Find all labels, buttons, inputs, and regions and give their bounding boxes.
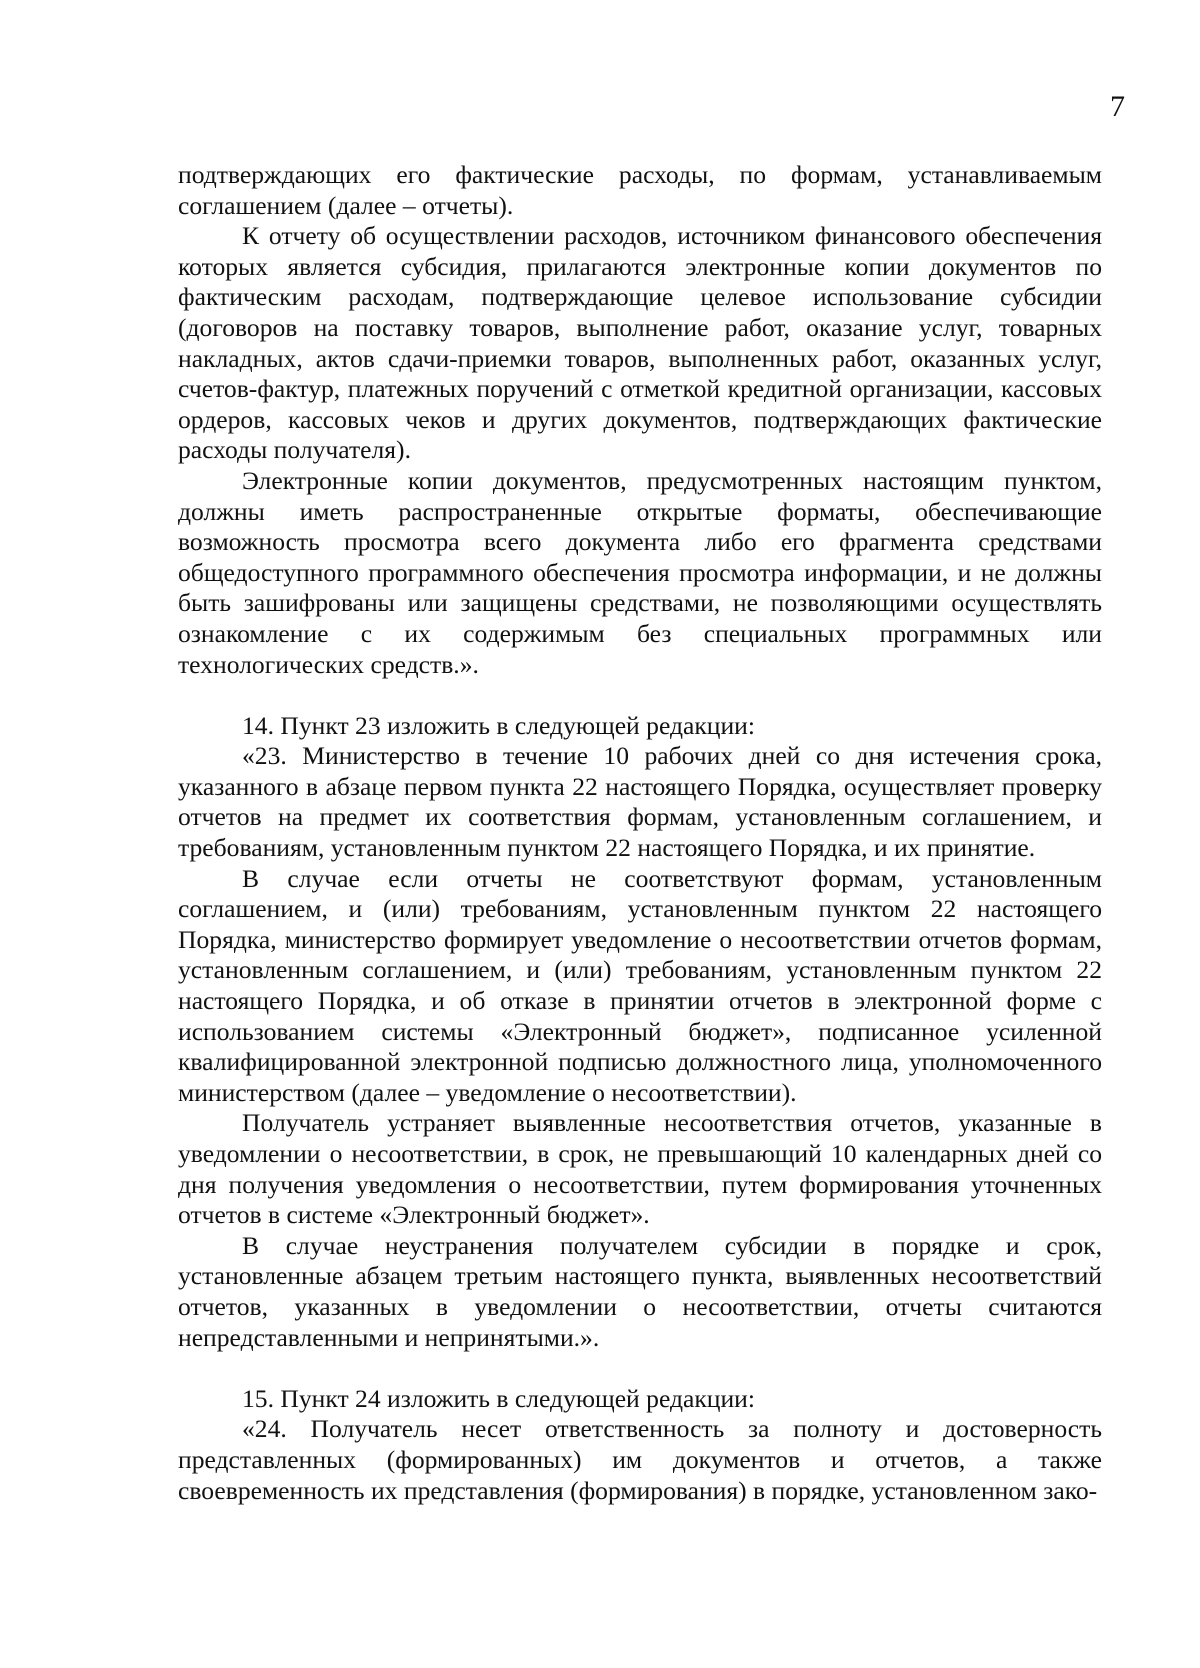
paragraph: Электронные копии документов, предусмотренных настоящим пунктом, должны иметь распространенные открытые форматы, обеспечивающие возможность просмотра всего документа либо его фрагмента средствами общедоступного программного обеспечения просмотра информации, и не должны быть зашифрованы или защищены средствами, не позволяющими осуществлять ознакомление с их содержимым без специальных программных или технологических средств.». <box>178 465 1102 679</box>
paragraph: В случае неустранения получателем субсидии в порядке и срок, установленные абзацем третьим настоящего пункта, выявленных несоответствий отчетов, указанных в уведомлении о несоответствии, отчеты считаются непредставленными и непринятыми.». <box>178 1230 1102 1352</box>
paragraph-spacer <box>178 1353 1102 1384</box>
paragraph: «24. Получатель несет ответственность за полноту и достоверность представленных (формированных) им документов и отчетов, а также своевременность их представления (формирования) в порядке, установленном зако- <box>178 1414 1102 1505</box>
paragraph: К отчету об осуществлении расходов, источником финансового обеспечения которых является субсидия, прилагаются электронные копии документов по фактическим расходам, подтверждающие целевое использование субсидии (договоров на поставку товаров, выполнение работ, оказание услуг, товарных накладных, актов сдачи-приемки товаров, выполненных работ, оказанных услуг, счетов-фактур, платежных поручений с отметкой кредитной организации, кассовых ордеров, кассовых чеков и других документов, подтверждающих фактические расходы получателя). <box>178 221 1102 465</box>
paragraph-continuation: подтверждающих его фактические расходы, по формам, устанавливаемым соглашением (далее – отчеты). <box>178 160 1102 220</box>
section-heading-15: 15. Пункт 24 изложить в следующей редакции: <box>242 1383 755 1413</box>
paragraph: «23. Министерство в течение 10 рабочих дней со дня истечения срока, указанного в абзаце первом пункта 22 настоящего Порядка, осуществляет проверку отчетов на предмет их соответствия формам, установленным соглашением, и требованиям, установленным пунктом 22 настоящего Порядка, и их принятие. <box>178 741 1102 863</box>
document-body <box>178 160 1102 1506</box>
paragraph: Получатель устраняет выявленные несоответствия отчетов, указанные в уведомлении о несоответствии, в срок, не превышающий 10 календарных дней со дня получения уведомления о несоответствии, путем формирования уточненных отчетов в системе «Электронный бюджет». <box>178 1108 1102 1230</box>
section-heading-14: 14. Пункт 23 изложить в следующей редакции: <box>242 710 755 740</box>
paragraph-spacer <box>178 680 1102 711</box>
page-number: 7 <box>1110 90 1125 123</box>
paragraph: В случае если отчеты не соответствуют формам, установленным соглашением, и (или) требованиям, установленным пунктом 22 настоящего Порядка, министерство формирует уведомление о несоответствии отчетов формам, установленным соглашением, и (или) требованиям, установленным пунктом 22 настоящего Порядка, и об отказе в принятии отчетов в электронной форме с использованием системы «Электронный бюджет», подписанное усиленной квалифицированной электронной подписью должностного лица, уполномоченного министерством (далее – уведомление о несоответствии). <box>178 863 1102 1107</box>
